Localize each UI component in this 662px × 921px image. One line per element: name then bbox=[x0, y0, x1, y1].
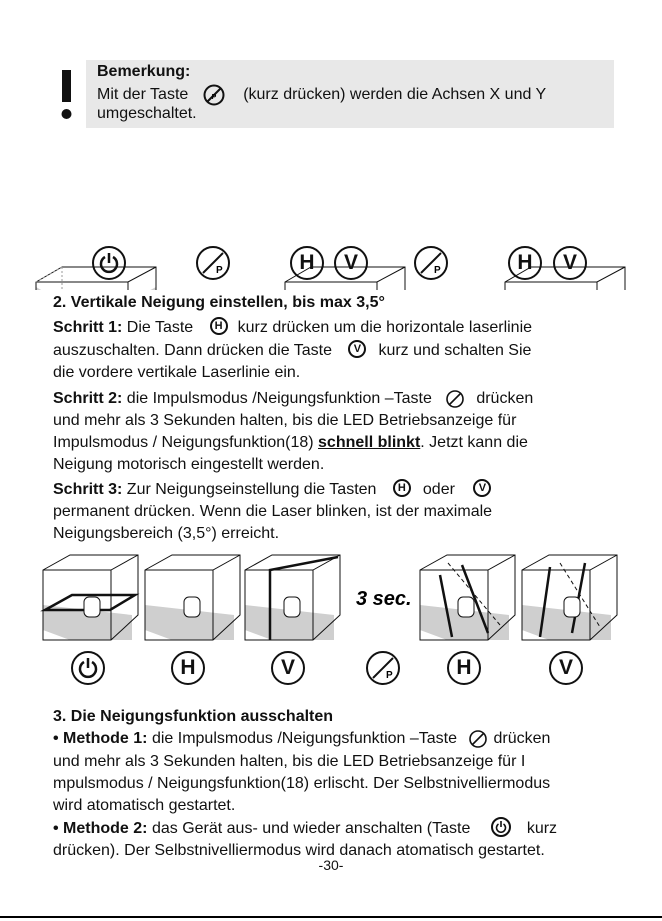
laser-cube-c bbox=[245, 555, 340, 640]
power-button-icon bbox=[92, 246, 126, 280]
power-inline-icon bbox=[491, 817, 511, 837]
laser-cube-tilt-1 bbox=[420, 555, 515, 640]
note-title: Bemerkung: bbox=[97, 63, 191, 80]
h-inline-icon-2: H bbox=[393, 479, 411, 497]
method1-line3: mpulsmodus / Neigungsfunktion(18) erlischt. Der Selbstnivelliermodus bbox=[53, 775, 551, 792]
page-number: -30- bbox=[318, 857, 344, 873]
step3-line1: Schritt 3: Zur Neigungseinstellung die Tasten H oder V bbox=[53, 480, 491, 500]
impulse-tilt-icon bbox=[203, 84, 225, 106]
v-inline-icon-2: V bbox=[473, 479, 491, 497]
step2-line2: und mehr als 3 Sekunden halten, bis die LED Betriebsanzeige für bbox=[53, 412, 517, 429]
diagram-row-2 bbox=[0, 545, 662, 645]
impulse-tilt-button-icon-2 bbox=[414, 246, 448, 280]
h-button-icon-2: H bbox=[508, 246, 542, 280]
h-button-icon: H bbox=[290, 246, 324, 280]
method1-line1: • Methode 1: die Impulsmodus /Neigungsfunktion –Taste drücken bbox=[53, 730, 551, 747]
exclamation-icon bbox=[58, 70, 76, 122]
impulse-tilt-button-icon bbox=[196, 246, 230, 280]
laser-cube-b bbox=[145, 555, 240, 640]
section-3-heading: 3. Die Neigungsfunktion ausschalten bbox=[53, 708, 334, 725]
step2-line3: Impulsmodus / Neigungsfunktion(18) schnell blinkt. Jetzt kann die bbox=[53, 434, 528, 451]
h-button-icon-4: H bbox=[447, 651, 481, 685]
step2-line1: Schritt 2: die Impulsmodus /Neigungsfunktion –Taste drücken bbox=[53, 390, 534, 407]
svg-text:P: P bbox=[211, 94, 217, 101]
step2-line4: Neigung motorisch eingestellt werden. bbox=[53, 456, 325, 473]
method1-line4: wird atomatisch gestartet. bbox=[53, 797, 236, 814]
impulse-tilt-button-icon-3 bbox=[366, 651, 400, 685]
laser-cube-tilt-2 bbox=[522, 555, 617, 640]
timing-3sec-2: 3 sec. bbox=[356, 588, 412, 610]
svg-text:P: P bbox=[216, 265, 223, 276]
v-inline-icon: V bbox=[348, 340, 366, 358]
method1-line2: und mehr als 3 Sekunden halten, bis die LED Betriebsanzeige für I bbox=[53, 753, 526, 770]
v-button-icon-3: V bbox=[271, 651, 305, 685]
h-inline-icon: H bbox=[210, 317, 228, 335]
note-line-1: Mit der Taste P (kurz drücken) werden die Achsen X und Y bbox=[97, 84, 546, 106]
v-button-icon-2: V bbox=[553, 246, 587, 280]
laser-cube-a bbox=[43, 555, 138, 640]
step3-line3: Neigungsbereich (3,5°) erreicht. bbox=[53, 525, 280, 542]
bottom-divider bbox=[0, 916, 662, 918]
method2-line1: • Methode 2: das Gerät aus- und wieder anschalten (Taste kurz bbox=[53, 819, 557, 839]
v-button-icon: V bbox=[334, 246, 368, 280]
v-button-icon-4: V bbox=[549, 651, 583, 685]
step1-line1: Schritt 1: Die Taste H kurz drücken um die horizontale laserlinie bbox=[53, 318, 532, 338]
impulse-tilt-inline-icon bbox=[446, 390, 464, 408]
note-line-2: umgeschaltet. bbox=[97, 105, 197, 122]
power-button-icon-2 bbox=[71, 651, 105, 685]
method2-line2: drücken). Der Selbstnivelliermodus wird danach atomatisch gestartet. bbox=[53, 842, 545, 859]
impulse-tilt-inline-icon-2 bbox=[469, 730, 487, 748]
section-2-heading: 2. Vertikale Neigung einstellen, bis max 3,5° bbox=[53, 294, 385, 311]
svg-text:P: P bbox=[386, 670, 393, 681]
step1-line3: die vordere vertikale Laserlinie ein. bbox=[53, 364, 301, 381]
svg-text:P: P bbox=[434, 265, 441, 276]
h-button-icon-3: H bbox=[171, 651, 205, 685]
step1-line2: auszuschalten. Dann drücken die Taste V kurz und schalten Sie bbox=[53, 341, 531, 361]
step3-line2: permanent drücken. Wenn die Laser blinken, ist der maximale bbox=[53, 503, 493, 520]
